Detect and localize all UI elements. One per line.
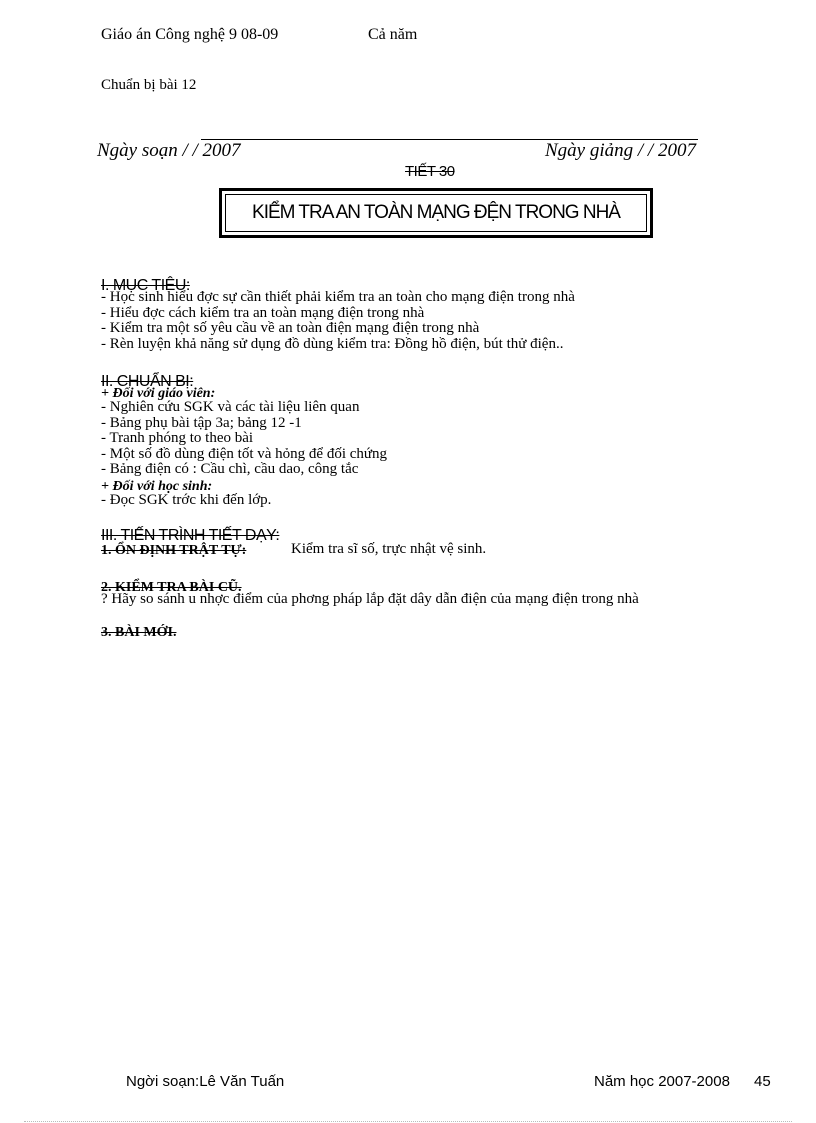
lesson-title-box xyxy=(219,188,653,238)
lesson-title: KIỂM TRA AN TOÀN MẠNG ĐỆN TRONG NHÀ xyxy=(225,194,647,232)
lesson-prep-note: Chuẩn bị bài 12 xyxy=(101,77,197,93)
date-taught: Ngày giảng / / 2007 xyxy=(545,140,696,161)
teacher-item: - Tranh phóng to theo bài xyxy=(101,430,254,446)
teacher-item: - Một số đồ dùng điện tốt và hỏng để đối chứng xyxy=(101,446,388,462)
student-label: + Đối với học sinh: xyxy=(101,479,213,494)
teacher-item: - Nghiên cứu SGK và các tài liệu liên quan xyxy=(101,399,360,415)
period-number: TIẾT 30 xyxy=(405,163,455,180)
teacher-item: - Bảng điện có : Cầu chì, cầu dao, công tắc xyxy=(101,461,359,477)
step-2-label: 2. KIỂM TRA BÀI CŨ. xyxy=(101,580,242,595)
footer-school-year: Năm học 2007-2008 xyxy=(594,1073,730,1090)
footer-author: Ngời soạn:Lê Văn Tuấn xyxy=(126,1073,285,1090)
teacher-label: + Đối với giáo viên: xyxy=(101,386,216,401)
date-prepared: Ngày soạn / / 2007 xyxy=(97,140,241,161)
document-header-scope: Cả năm xyxy=(368,26,418,43)
step-1-label: 1. ỔN ĐỊNH TRẬT TỰ: xyxy=(101,543,247,558)
student-item: - Đọc SGK trớc khi đến lớp. xyxy=(101,492,272,508)
page-bottom-border xyxy=(24,1121,792,1122)
objective-item: - Kiểm tra một số yêu cầu về an toàn điện mạng điện trong nhà xyxy=(101,320,480,336)
section-preparation-heading: II. CHUẨN BỊ: xyxy=(101,373,194,390)
step-1-text: Kiểm tra sĩ số, trực nhật vệ sinh. xyxy=(291,541,487,557)
objective-item: - Học sinh hiểu đợc sự cần thiết phải kiểm tra an toàn cho mạng điện trong nhà xyxy=(101,289,575,305)
step-3-label: 3. BÀI MỚI. xyxy=(101,625,177,640)
objective-item: - Hiểu đợc cách kiểm tra an toàn mạng điện trong nhà xyxy=(101,305,425,321)
teacher-item: - Bảng phụ bài tập 3a; bảng 12 -1 xyxy=(101,415,302,431)
step-2-text: ? Hãy so sánh u nhợc điểm của phơng pháp lắp đặt dây dẫn điện của mạng điện trong nhà xyxy=(101,591,639,607)
document-header-title: Giáo án Công nghệ 9 08-09 xyxy=(101,26,279,43)
section-objectives-heading: I. MỤC TIÊU: xyxy=(101,277,190,294)
objective-item: - Rèn luyện khả năng sử dụng đồ dùng kiểm tra: Đồng hồ điện, bút thử điện.. xyxy=(101,336,564,352)
footer-page-number: 45 xyxy=(754,1073,771,1090)
section-procedure-heading: III. TIẾN TRÌNH TIẾT DẠY: xyxy=(101,527,280,544)
